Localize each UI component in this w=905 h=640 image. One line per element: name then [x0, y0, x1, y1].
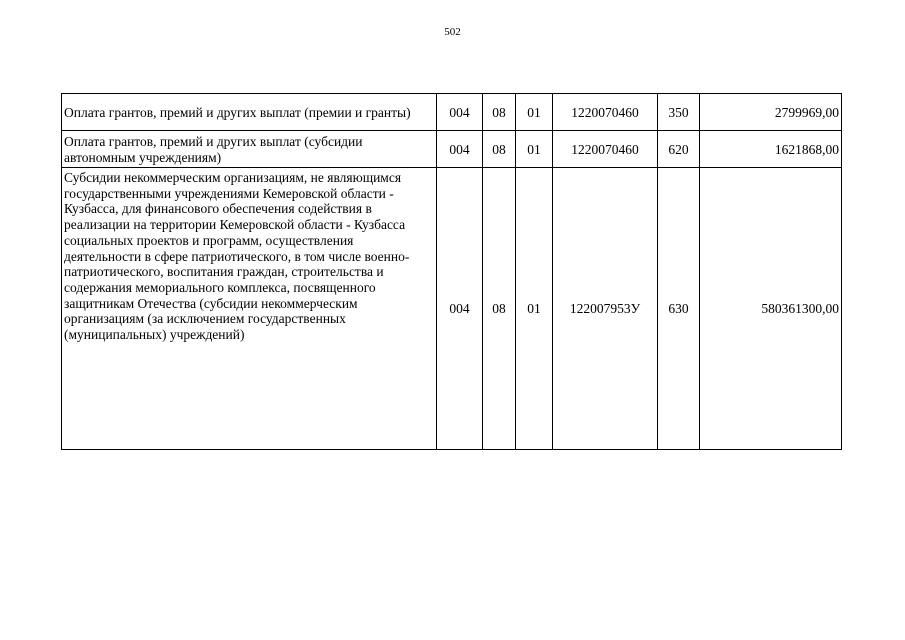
expense-name: Субсидии некоммерческим организациям, не являющимся государственными учреждениями Кемеровской области - Кузбасса, для финансового обеспечения содействия в реализации на территории Кемеровской области - Кузбасса социальных проектов и программ, осуществления деятельности в сфере патриотического, в том числе военно-патриотического, воспитания граждан, строительства и содержания мемориального комплекса, посвященного защитникам Отечества (субсидии некоммерческим организациям (за исключением государственных (муниципальных) учреждений) [62, 168, 437, 450]
table-row [62, 131, 842, 168]
subsection-code: 01 [516, 94, 553, 131]
target-article-code: 1220070460 [553, 94, 658, 131]
section-code: 08 [483, 168, 516, 450]
target-article-code: 122007953У [553, 168, 658, 450]
expense-type-code: 620 [658, 131, 700, 168]
subsection-code: 01 [516, 168, 553, 450]
department-code: 004 [437, 94, 483, 131]
expense-name: Оплата грантов, премий и других выплат (премии и гранты) [62, 94, 437, 131]
section-code: 08 [483, 94, 516, 131]
subsection-code: 01 [516, 131, 553, 168]
expense-type-code: 630 [658, 168, 700, 450]
page-number: 502 [444, 26, 461, 38]
target-article-code: 1220070460 [553, 131, 658, 168]
amount: 580361300,00 [700, 168, 842, 450]
table-row [62, 168, 842, 450]
section-code: 08 [483, 131, 516, 168]
budget-table [61, 93, 842, 450]
department-code: 004 [437, 168, 483, 450]
table-row [62, 94, 842, 131]
expense-type-code: 350 [658, 94, 700, 131]
amount: 2799969,00 [700, 94, 842, 131]
amount: 1621868,00 [700, 131, 842, 168]
expense-name: Оплата грантов, премий и других выплат (субсидии автономным учреждениям) [62, 131, 437, 168]
department-code: 004 [437, 131, 483, 168]
